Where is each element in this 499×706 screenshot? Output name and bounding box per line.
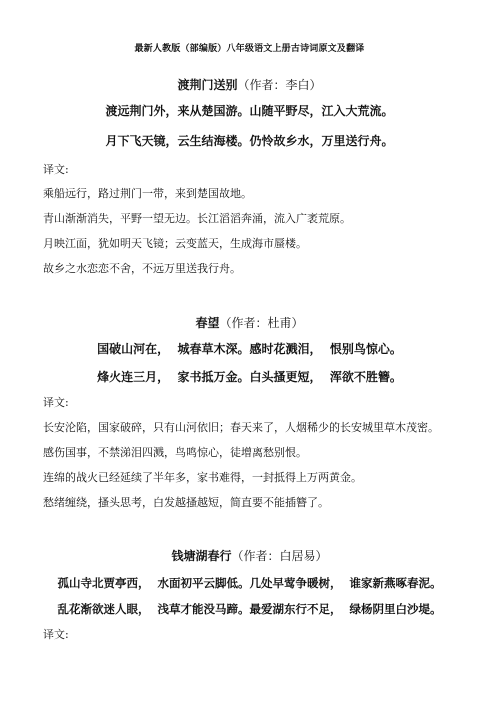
translation-line: 乘船远行，路过荆门一带，来到楚国故地。 [43, 187, 252, 200]
poem-2 [0, 316, 499, 330]
poem-2-verse-1: 国破山河在， 城春草木深。感时花溅泪， 恨别鸟惊心。 [97, 342, 402, 356]
poem-3-verse-2: 乱花渐欲迷人眼， 浅草才能没马蹄。最爱湖东行不足， 绿杨阴里白沙堤。 [57, 602, 442, 616]
poem-3-verse-1: 孤山寺北贾亭西， 水面初平云脚低。几处早莺争暖树， 谁家新燕啄春泥。 [57, 576, 442, 590]
translation-line: 感伤国事，不禁涕泪四溅，鸟鸣惊心，徒增离愁别恨。 [43, 446, 307, 459]
poem-title [0, 78, 499, 92]
translation-line: 长安沦陷，国家破碎，只有山河依旧；春天来了，人烟稀少的长安城里草木茂密。 [43, 421, 439, 434]
translation-line: 愁绪缠绕，搔头思考，白发越搔越短，简直要不能插簪了。 [43, 496, 329, 509]
poem-author: （作者：杜甫） [219, 316, 304, 330]
poem-1-verse-1: 渡远荆门外，来从楚国游。山随平野尽，江入大荒流。 [105, 104, 394, 118]
translation-line: 青山渐渐消失，平野一望无边。长江滔滔奔涌，流入广袤荒原。 [43, 212, 351, 225]
poem-title-name: 渡荆门送别 [177, 78, 238, 92]
poem-author: （作者：白居易） [231, 549, 328, 563]
document-header: 最新人教版（部编版）八年级语文上册古诗词原文及翻译 [134, 44, 365, 54]
translation-line: 故乡之水恋恋不舍，不远万里送我行舟。 [43, 262, 241, 275]
translation-label: 译文: [43, 628, 69, 641]
poem-title-name: 春望 [195, 316, 220, 330]
translation-line: 月映江面，犹如明天飞镜；云变蓝天，生成海市蜃楼。 [43, 237, 307, 250]
poem-2-verse-2: 烽火连三月， 家书抵万金。白头搔更短， 浑欲不胜簪。 [97, 370, 402, 384]
poem-title-name: 钱塘湖春行 [171, 549, 232, 563]
poem-3 [0, 549, 499, 563]
translation-line: 连绵的战火已经延续了半年多，家书难得，一封抵得上万两黄金。 [43, 471, 362, 484]
poem-title [0, 316, 499, 330]
translation-label: 译文: [43, 396, 69, 409]
poem-title [0, 549, 499, 563]
translation-label: 译文: [43, 163, 69, 176]
poem-1 [0, 78, 499, 92]
poem-1-verse-2: 月下飞天镜，云生结海楼。仍怜故乡水，万里送行舟。 [105, 134, 394, 148]
poem-author: （作者：李白） [237, 78, 322, 92]
